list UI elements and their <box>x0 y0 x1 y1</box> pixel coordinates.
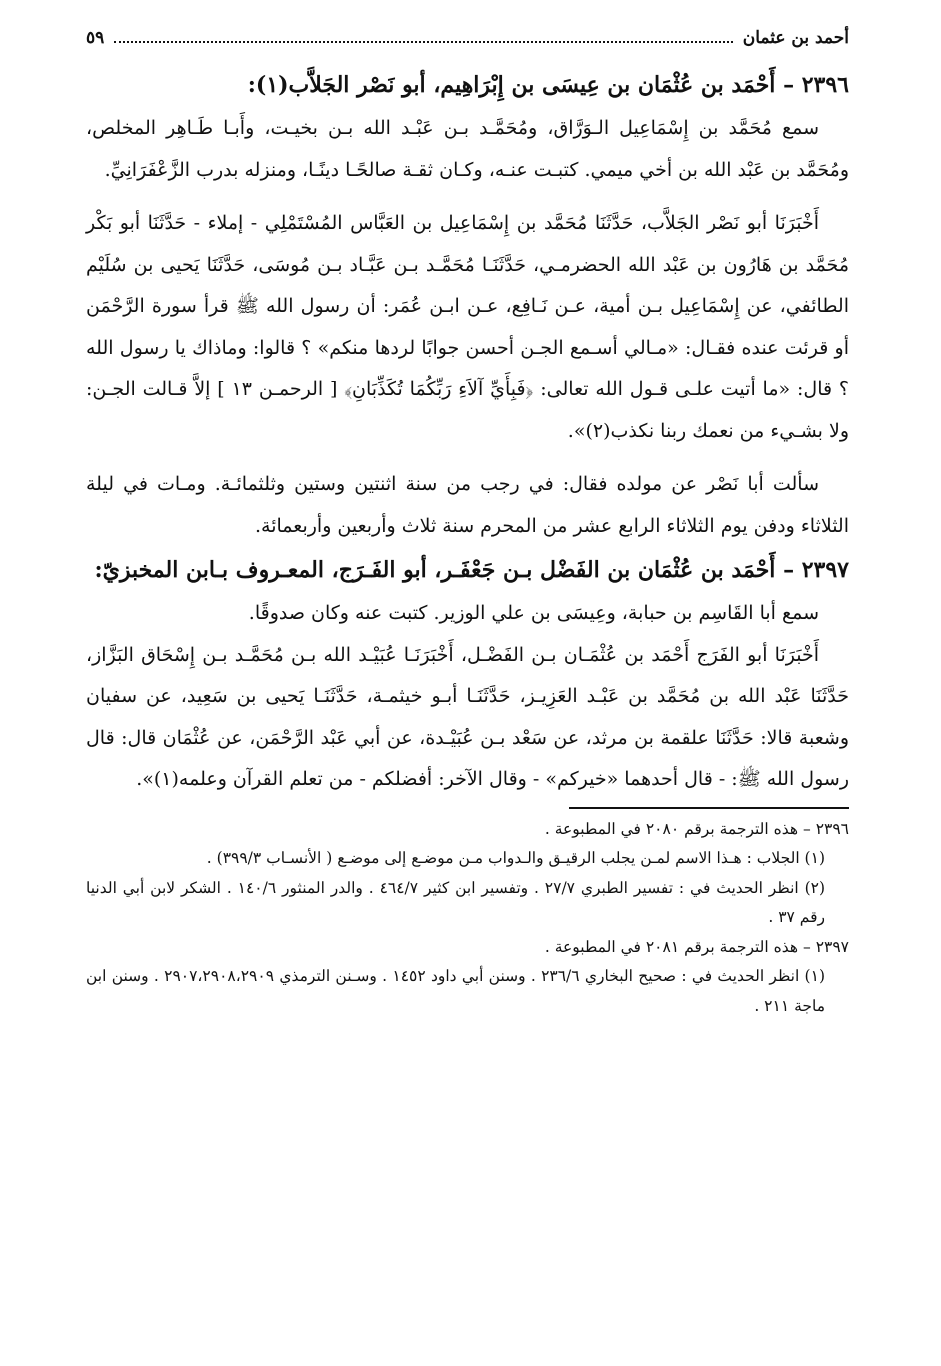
entry-title: ٢٣٩٦ – أَحْمَد بن عُثْمَان بن عِيسَى بن إِبْرَاهِيم، أبو نَصْر الجَلاَّب(١): <box>247 72 849 98</box>
footnote: ٢٣٩٧ – هذه الترجمة برقم ٢٠٨١ في المطبوعة . <box>544 937 849 956</box>
entry-2396 <box>86 62 849 547</box>
header-dot-leader <box>114 41 732 43</box>
entry-paragraph: سألت أبا نَصْر عن مولده فقال: في رجب من سنة اثنتين وستين وثلثمائـة. ومـات في ليلة الثلاثاء ودفن يوم الثلاثاء الرابع عشر من المحرم سنة ثلاث وأربعين وأربعمائة. <box>86 473 849 537</box>
footnote-separator <box>569 807 849 809</box>
footnote: (١) الجلاب : هـذا الاسم لمـن يجلب الرقيـق والـدواب مـن موضـع إلى موضـع ( الأنسـاب ٣٩٩/٣) . <box>206 849 825 867</box>
footnotes <box>86 815 849 1022</box>
entry-paragraph: أَخْبَرَنَا أبو نَصْر الجَلاَّب، حَدَّثَنَا مُحَمَّد بن إِسْمَاعِيل بن العَبَّاس المُسْتَمْلِي - إملاء - حَدَّثَنَا أبو بَكْر مُحَمَّد بن هَارُون بن عَبْد الله الحضرمـي، حَدَّثَنَـا مُحَمَّـد بـن عَبَّـاد بـن مُوسَى، حَدَّثَنَا يَحيى بن سُلَيْم الطائفي، عن إِسْمَاعِيل بـن أمية، عـن نَـافِع، عـن ابـن عُمَر: أن رسول الله ﷺ قرأ سورة الرَّحْمَن أو قرئت عنده فقـال: «مـالي أسـمع الجـن أحسن جوابًا لردها منكم» ؟ قالوا: وماذاك يا رسول الله ؟ قال: «ما أتيت علـى قـول الله تعالى: ﴿فَبِأَيِّ آلاَءِ رَبِّكُمَا تُكَذِّبَانِ﴾ [ الرحمـن ١٣ ] إلاَّ قـالت الجـن: ولا بشـيء من نعمك ربنا نكذب(٢)». <box>86 212 850 442</box>
entry-title: ٢٣٩٧ – أَحْمَد بن عُثْمَان بن الفَضْل بـن جَعْفَـر، أبو الفَـرَج، المعـروف بـابن المخبزيّ: <box>94 557 849 583</box>
entry-paragraph: سمع أبا القَاسِم بن حبابة، وعِيسَى بن علي الوزير. كتبت عنه وكان صدوقًا. <box>248 602 819 624</box>
entry-paragraph: سمع مُحَمَّد بن إِسْمَاعِيل الـوَرَّاق، ومُحَمَّـد بـن عَبْـد الله بـن بخيـت، وأَبـا طَـاهِر المخلص، ومُحَمَّد بن عَبْد الله بن أخي ميمي. كتبـت عنـه، وكـان ثقـة صالحًـا دينًـا، ومنزله بدرب الزَّعْفَرَانِيِّ. <box>86 117 849 181</box>
entry-2397 <box>86 547 849 801</box>
entry-paragraph: أَخْبَرَنَا أبو الفَرَج أَحْمَد بن عُثْمَـان بـن الفَضْـل، أَخْبَرَنَـا عُبَيْـد الله بـن مُحَمَّـد بـن إِسْحَاق البَزَّاز، حَدَّثَنَا عَبْد الله بن مُحَمَّد بن عَبْـد العَزِيـز، حَدَّثَنَـا أبـو خيثمـة، حَدَّثَنَـا يَحيى بن سَعِيد، عن سفيان وشعبة قالا: حَدَّثَنَا علقمة بن مرثد، عن سَعْد بـن عُبَيْـدة، عن أبي عَبْد الرَّحْمَن، عن عُثْمَان قال: قال رسول الله ﷺ: - قال أحدهما «خيركم» - وقال الآخر: أفضلكم - من تعلم القرآن وعلمه(١)». <box>86 643 849 790</box>
footnote: (٢) انظر الحديث في : تفسير الطبري ٢٧/٧ . وتفسير ابن كثير ٤٦٤/٧ . والدر المنثور ١٤٠/٦ . الشكر لابن أبي الدنيا رقم ٣٧ . <box>86 878 826 926</box>
running-title: أحمد بن عثمان <box>742 28 849 48</box>
page-number: ٥٩ <box>86 28 105 48</box>
footnote: ٢٣٩٦ – هذه الترجمة برقم ٢٠٨٠ في المطبوعة . <box>544 819 849 838</box>
page-header <box>86 28 849 62</box>
footnote: (١) انظر الحديث في : صحيح البخاري ٢٣٦/٦ . وسنن أبي داود ١٤٥٢ . وسـنن الترمذي ٢٩٠٧،٢٩٠٨،٢٩٠٩ . وسنن ابن ماجة ٢١١ . <box>86 967 825 1015</box>
